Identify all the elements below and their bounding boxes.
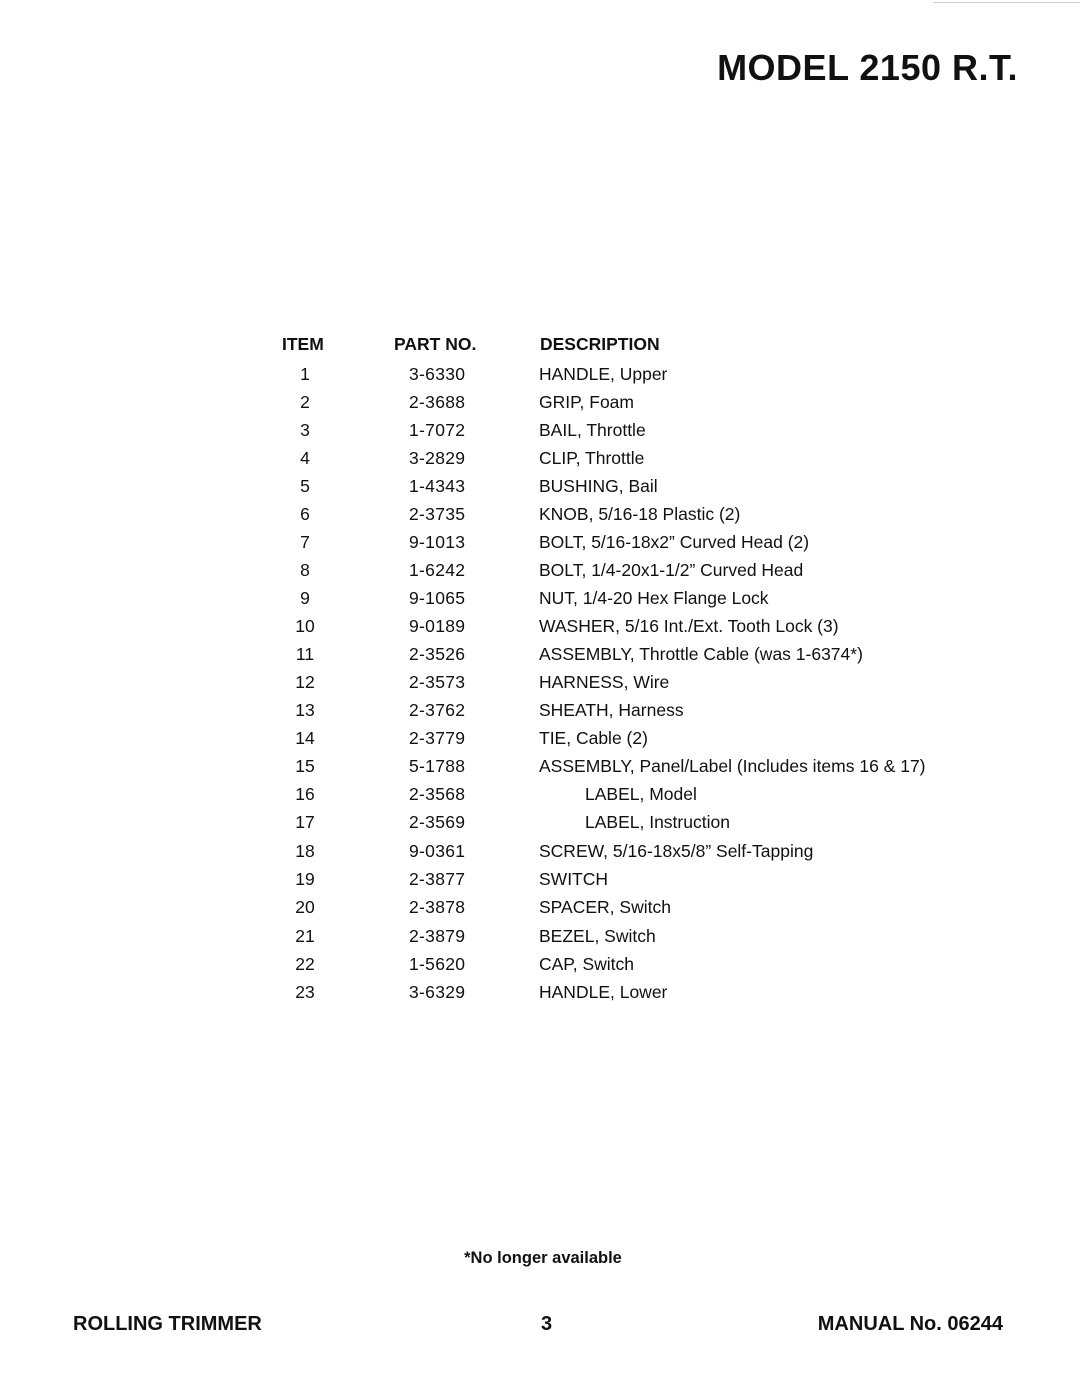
part-description: HANDLE, Upper <box>539 364 668 384</box>
part-description: SCREW, 5/16-18x5/8” Self-Tapping <box>539 841 814 861</box>
part-description: LABEL, Instruction <box>585 812 730 832</box>
table-row <box>0 504 1080 532</box>
table-row <box>0 420 1080 448</box>
part-number: 2-3573 <box>409 672 466 692</box>
item-number: 15 <box>295 756 315 776</box>
part-number: 9-1013 <box>409 532 466 552</box>
item-number: 23 <box>295 982 315 1002</box>
part-description: ASSEMBLY, Panel/Label (Includes items 16 & 17) <box>539 756 926 776</box>
item-number: 7 <box>300 532 310 552</box>
table-row <box>0 926 1080 954</box>
item-number: 16 <box>295 784 315 804</box>
part-number: 2-3762 <box>409 700 466 720</box>
footer-manual-number: MANUAL No. 06244 <box>817 1313 1003 1335</box>
part-number: 9-0189 <box>409 616 466 636</box>
part-description: LABEL, Model <box>585 784 697 804</box>
part-number: 3-6330 <box>409 364 466 384</box>
part-description: BUSHING, Bail <box>539 476 658 496</box>
part-number: 2-3526 <box>409 644 466 664</box>
part-description: BAIL, Throttle <box>539 420 646 440</box>
table-row <box>0 982 1080 1010</box>
table-row <box>0 841 1080 869</box>
part-number: 9-0361 <box>409 841 466 861</box>
item-number: 18 <box>295 841 315 861</box>
table-row <box>0 644 1080 672</box>
item-number: 21 <box>295 926 315 946</box>
part-number: 2-3735 <box>409 504 466 524</box>
table-row <box>0 812 1080 840</box>
part-description: WASHER, 5/16 Int./Ext. Tooth Lock (3) <box>539 616 839 636</box>
part-number: 5-1788 <box>409 756 466 776</box>
item-number: 20 <box>295 897 315 917</box>
part-number: 1-4343 <box>409 476 466 496</box>
part-description: HANDLE, Lower <box>539 982 668 1002</box>
item-number: 9 <box>300 588 310 608</box>
item-number: 14 <box>295 728 315 748</box>
part-description: ASSEMBLY, Throttle Cable (was 1-6374*) <box>539 644 863 664</box>
item-number: 8 <box>300 560 310 580</box>
part-number: 2-3569 <box>409 812 466 832</box>
table-row <box>0 532 1080 560</box>
item-number: 10 <box>295 616 315 636</box>
part-number: 9-1065 <box>409 588 466 608</box>
item-number: 22 <box>295 954 315 974</box>
table-row <box>0 476 1080 504</box>
part-description: CLIP, Throttle <box>539 448 645 468</box>
part-description: NUT, 1/4-20 Hex Flange Lock <box>539 588 769 608</box>
table-row <box>0 616 1080 644</box>
part-description: BOLT, 5/16-18x2” Curved Head (2) <box>539 532 810 552</box>
part-description: TIE, Cable (2) <box>539 728 648 748</box>
table-row <box>0 869 1080 897</box>
item-number: 12 <box>295 672 315 692</box>
footer-product-name: ROLLING TRIMMER <box>73 1313 262 1335</box>
table-row <box>0 954 1080 982</box>
part-number: 1-6242 <box>409 560 466 580</box>
part-number: 2-3879 <box>409 926 466 946</box>
part-description: SPACER, Switch <box>539 897 671 917</box>
part-description: HARNESS, Wire <box>539 672 670 692</box>
table-row <box>0 700 1080 728</box>
item-number: 17 <box>295 812 315 832</box>
item-number: 1 <box>300 364 310 384</box>
part-number: 1-7072 <box>409 420 466 440</box>
part-description: SWITCH <box>539 869 609 889</box>
part-description: KNOB, 5/16-18 Plastic (2) <box>539 504 741 524</box>
table-row <box>0 756 1080 784</box>
column-header-description: DESCRIPTION <box>540 334 660 354</box>
part-number: 2-3568 <box>409 784 466 804</box>
part-number: 2-3779 <box>409 728 466 748</box>
item-number: 4 <box>300 448 310 468</box>
item-number: 2 <box>300 392 310 412</box>
part-number: 2-3877 <box>409 869 466 889</box>
part-description: BEZEL, Switch <box>539 926 656 946</box>
table-row <box>0 588 1080 616</box>
table-row <box>0 728 1080 756</box>
item-number: 19 <box>295 869 315 889</box>
table-row <box>0 784 1080 812</box>
part-description: SHEATH, Harness <box>539 700 684 720</box>
part-description: BOLT, 1/4-20x1-1/2” Curved Head <box>539 560 804 580</box>
part-number: 3-6329 <box>409 982 466 1002</box>
item-number: 6 <box>300 504 310 524</box>
part-number: 2-3688 <box>409 392 466 412</box>
part-number: 2-3878 <box>409 897 466 917</box>
footnote: *No longer available <box>464 1249 622 1267</box>
part-number: 1-5620 <box>409 954 466 974</box>
column-header-part-no: PART NO. <box>394 334 477 354</box>
top-edge-rule <box>933 2 1080 3</box>
table-row <box>0 560 1080 588</box>
item-number: 11 <box>295 644 315 664</box>
table-row <box>0 897 1080 925</box>
table-row <box>0 672 1080 700</box>
item-number: 13 <box>295 700 315 720</box>
part-description: GRIP, Foam <box>539 392 634 412</box>
table-row <box>0 448 1080 476</box>
part-number: 3-2829 <box>409 448 466 468</box>
table-row <box>0 364 1080 392</box>
part-description: CAP, Switch <box>539 954 634 974</box>
page-number: 3 <box>541 1313 553 1335</box>
table-row <box>0 392 1080 420</box>
column-header-item: ITEM <box>282 334 324 354</box>
item-number: 5 <box>300 476 310 496</box>
item-number: 3 <box>300 420 310 440</box>
page-title: MODEL 2150 R.T. <box>717 47 1018 88</box>
